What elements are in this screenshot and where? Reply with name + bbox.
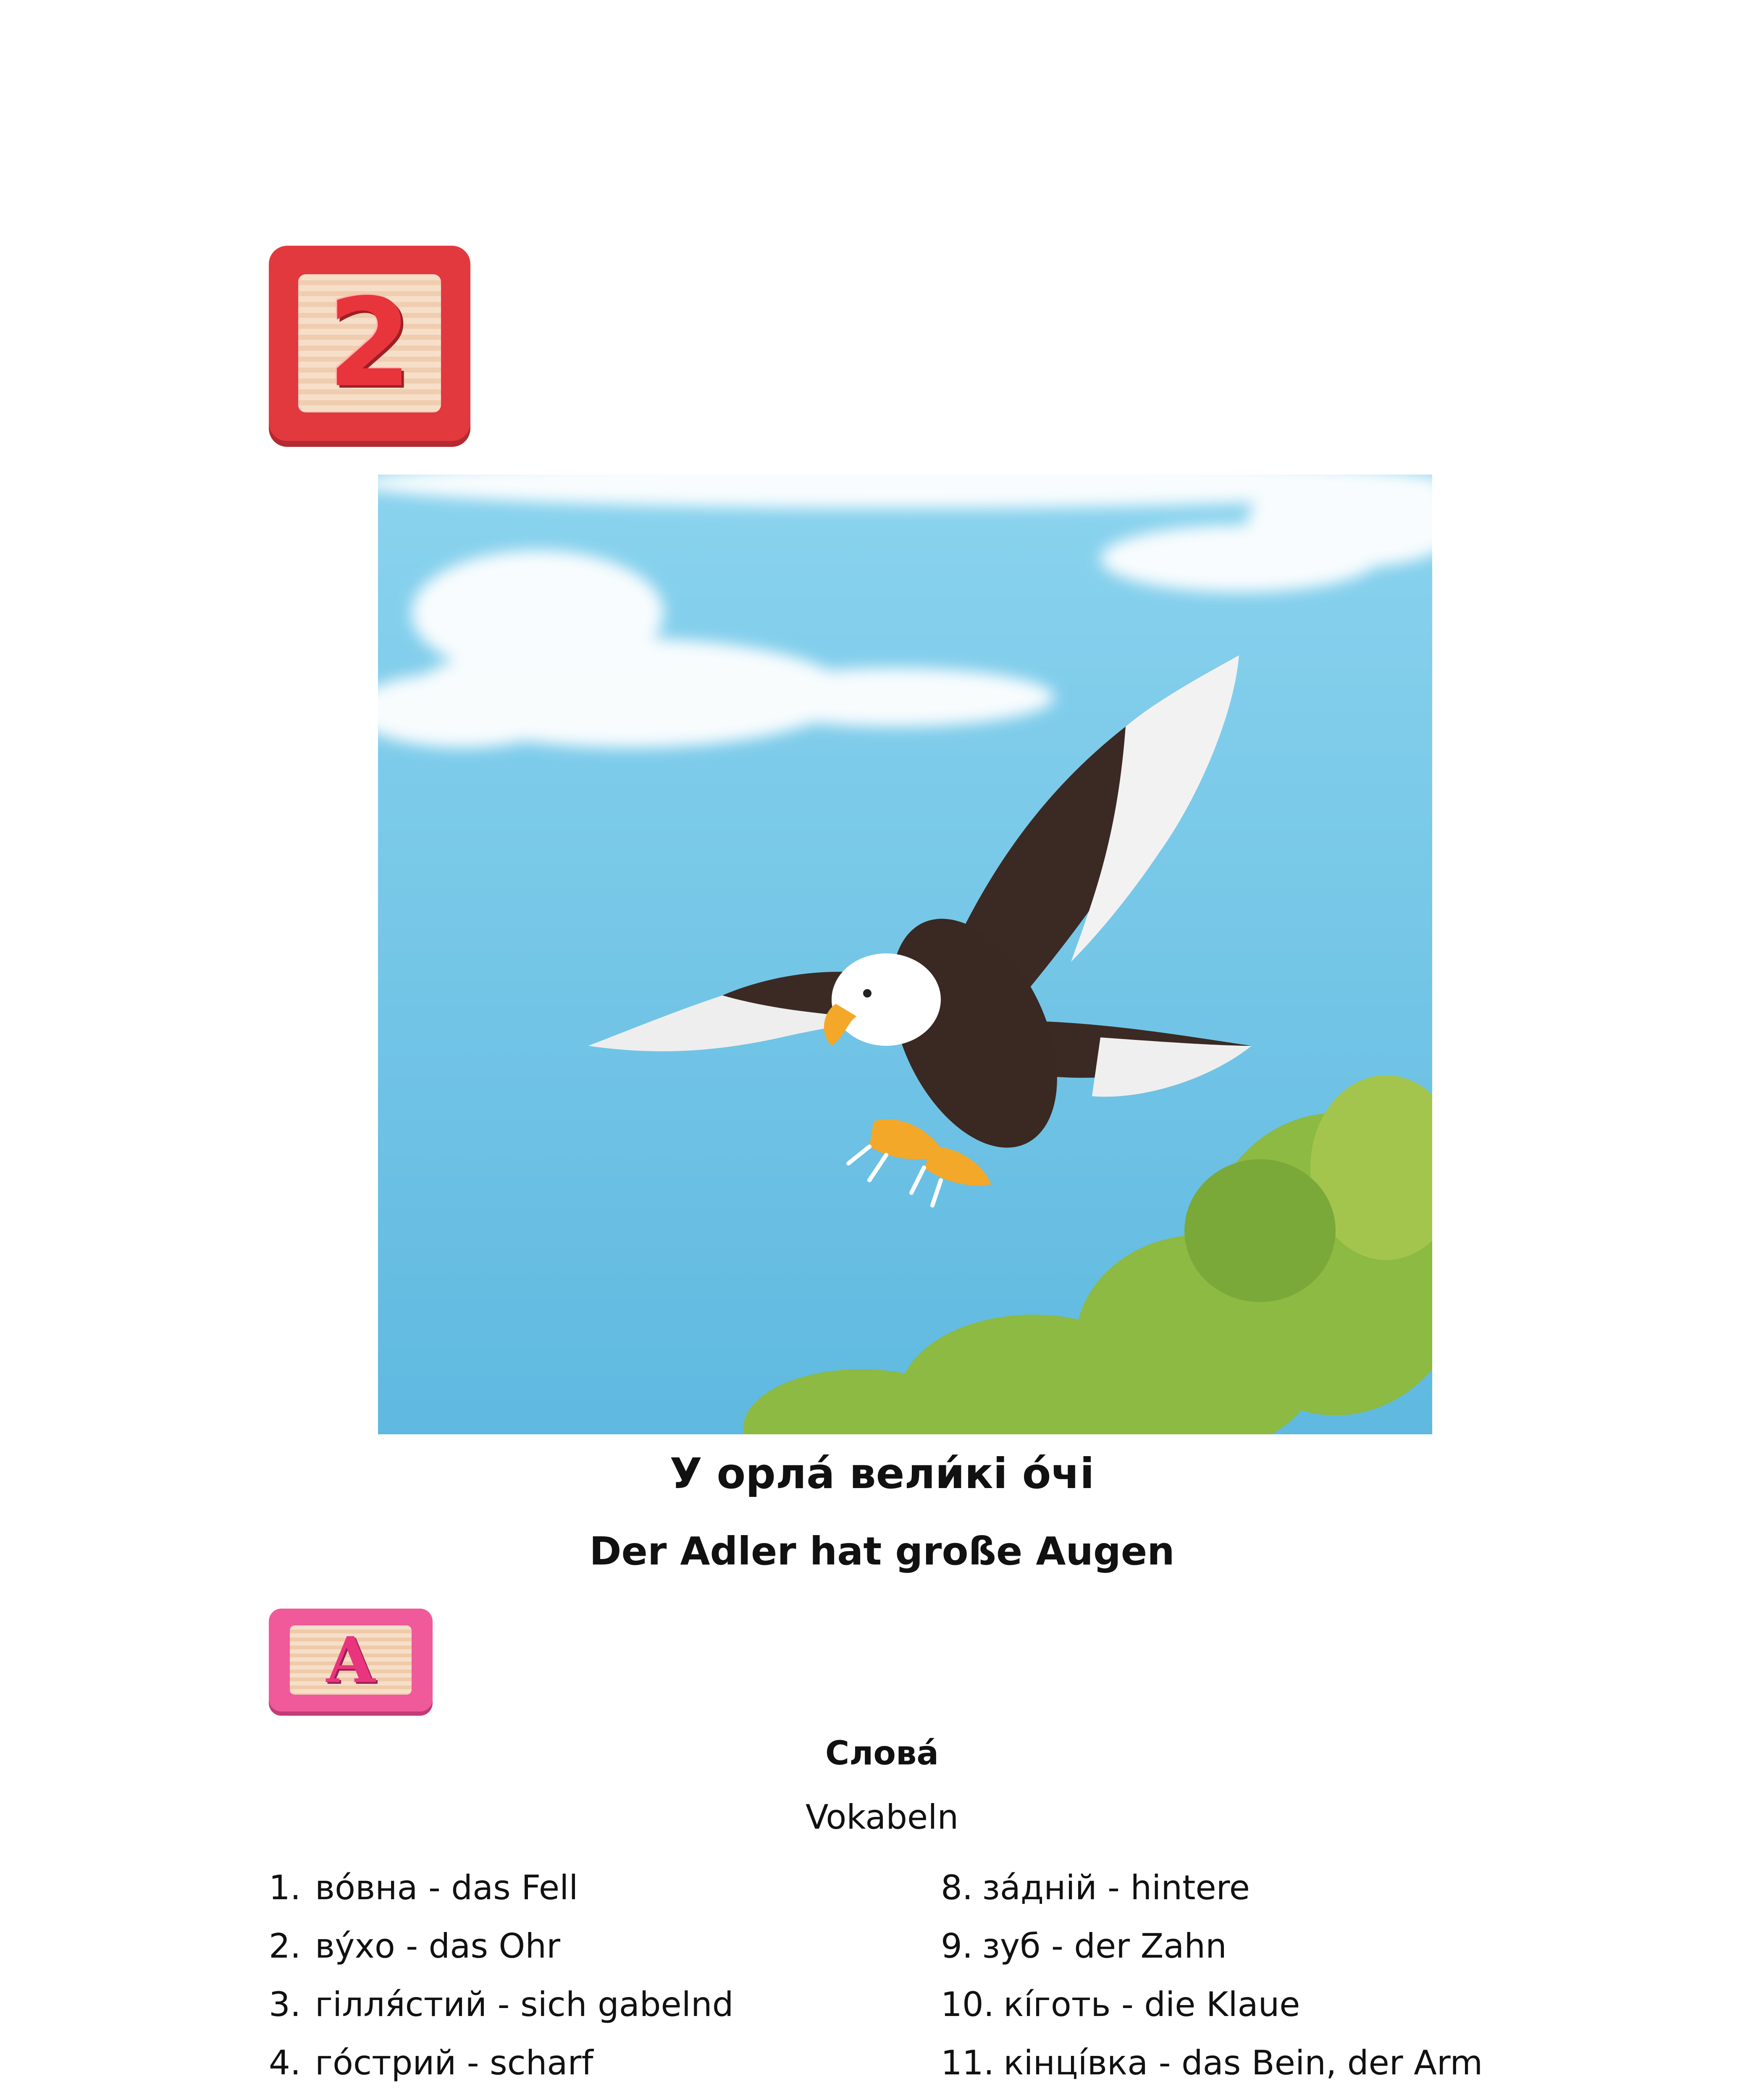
letter-block-letter: A — [326, 1623, 375, 1697]
vocab-item: 2. вýхо - das Ohr — [269, 1927, 560, 1966]
vocab-heading: Словá — [825, 1735, 939, 1772]
vocab-item: 11. кінцíвка - das Bein, der Arm — [941, 2043, 1483, 2082]
vocab-item — [269, 2092, 899, 2100]
vocab-item: 1. вóвна - das Fell — [269, 1868, 578, 1907]
page-title-german: Der Adler hat große Augen — [589, 1529, 1175, 1574]
vocab-list-right — [941, 1858, 1571, 2100]
number-block-2 — [269, 246, 470, 441]
vocab-list-left — [269, 1858, 899, 2100]
page-title-ukrainian: У орлá вели́кі óчі — [669, 1449, 1095, 1498]
vocab-item: 3. гілля́стий - sich gabelnd — [269, 1985, 734, 2024]
vocab-item: 9. зуб - der Zahn — [941, 1927, 1227, 1966]
vocab-item — [941, 2092, 1571, 2100]
vocab-item: 10. кíготь - die Klaue — [941, 1985, 1300, 2024]
vocab-subheading: Vokabeln — [805, 1798, 959, 1837]
letter-block-a — [269, 1609, 433, 1712]
vocab-item: 8. зáдній - hintere — [941, 1868, 1250, 1907]
eagle-illustration — [378, 475, 1432, 1434]
number-block-face — [298, 274, 441, 412]
number-block-digit: 2 — [327, 272, 412, 414]
vocab-item: 4. гóстрий - scharf — [269, 2043, 593, 2082]
letter-block-face — [290, 1625, 412, 1695]
